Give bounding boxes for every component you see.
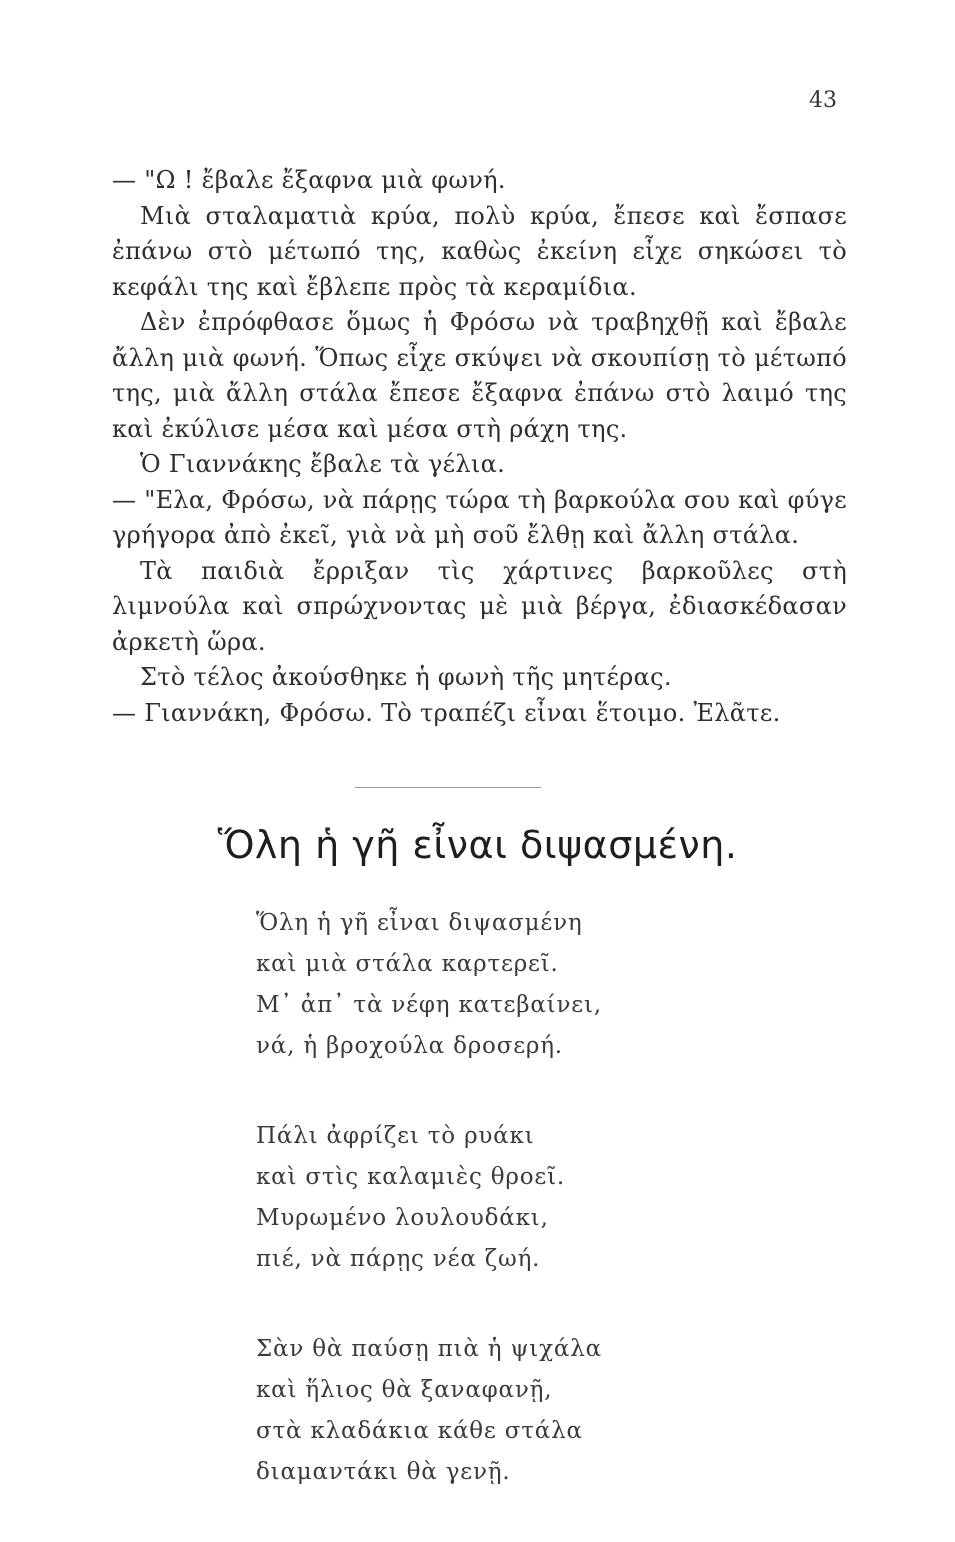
paragraph: — "Ελα, Φρόσω, νὰ πάρῃς τώρα τὴ βαρκούλα σου καὶ φύγε γρήγορα ἀπὸ ἐκεῖ, γιὰ νὰ μὴ σοῦ ἔλθῃ καὶ ἄλλη στάλα. <box>112 485 847 549</box>
poem-line: καὶ στὶς καλαμιὲς θροεῖ. <box>256 1164 566 1190</box>
poem-line: Μ᾽ ἀπ᾽ τὰ νέφη κατεβαίνει, <box>256 992 602 1018</box>
poem-line: καὶ μιὰ στάλα καρτερεῖ. <box>256 951 559 977</box>
poem-title: Ὅλη ἡ γῆ εἶναι διψασμένη. <box>217 823 738 867</box>
poem-stanza <box>256 1329 756 1493</box>
paragraph: Ὁ Γιαννάκης ἔβαλε τὰ γέλια. <box>140 450 506 478</box>
section-divider <box>355 787 541 788</box>
poem-line: Ὅλη ἡ γῆ εἶναι διψασμένη <box>256 910 583 936</box>
paragraph: — "Ω ! ἔβαλε ἔξαφνα μιὰ φωνή. <box>112 166 506 194</box>
poem-line: νά, ἡ βροχούλα δροσερή. <box>256 1033 563 1059</box>
poem <box>256 903 756 1542</box>
page-number: 43 <box>809 88 837 113</box>
paragraph: Στὸ τέλος ἀκούσθηκε ἡ φωνὴ τῆς μητέρας. <box>140 663 672 691</box>
poem-line: Σὰν θὰ παύσῃ πιὰ ἡ ψιχάλα <box>256 1336 602 1362</box>
paragraph: Μιὰ σταλαματιὰ κρύα, πολὺ κρύα, ἔπεσε καὶ ἔσπασε ἐπάνω στὸ μέτωπό της, καθὼς ἐκείνη εἶχε σηκώσει τὸ κεφάλι της καὶ ἔβλεπε πρὸς τὰ κεραμίδια. <box>112 201 847 301</box>
poem-stanza <box>256 903 756 1067</box>
poem-line: καὶ ἥλιος θὰ ξαναφανῇ, <box>256 1377 553 1403</box>
poem-line: Πάλι ἀφρίζει τὸ ρυάκι <box>256 1123 535 1149</box>
poem-line: διαμαντάκι θὰ γενῇ. <box>256 1459 511 1485</box>
paragraph: Δὲν ἐπρόφθασε ὅμως ἡ Φρόσω νὰ τραβηχθῇ καὶ ἔβαλε ἄλλη μιὰ φωνή. Ὅπως εἶχε σκύψει νὰ σκουπίσῃ τὸ μέτωπό της, μιὰ ἄλλη στάλα ἔπεσε ἔξαφνα ἐπάνω στὸ λαιμό της καὶ ἐκύλισε μέσα καὶ μέσα στὴ ράχη της. <box>112 308 847 443</box>
poem-line: στὰ κλαδάκια κάθε στάλα <box>256 1418 583 1444</box>
paragraph: — Γιαννάκη, Φρόσω. Τὸ τραπέζι εἶναι ἕτοιμο. Ἐλᾶτε. <box>112 698 781 727</box>
poem-line: πιέ, νὰ πάρῃς νέα ζωή. <box>256 1246 541 1272</box>
paragraph: Τὰ παιδιὰ ἔρριξαν τὶς χάρτινες βαρκοῦλες στὴ λιμνούλα καὶ σπρώχνοντας μὲ μιὰ βέργα, ἐδιασκέδασαν ἀρκετὴ ὥρα. <box>112 556 847 656</box>
prose-section <box>112 163 847 731</box>
poem-stanza <box>256 1116 756 1280</box>
poem-line: Μυρωμένο λουλουδάκι, <box>256 1205 549 1231</box>
